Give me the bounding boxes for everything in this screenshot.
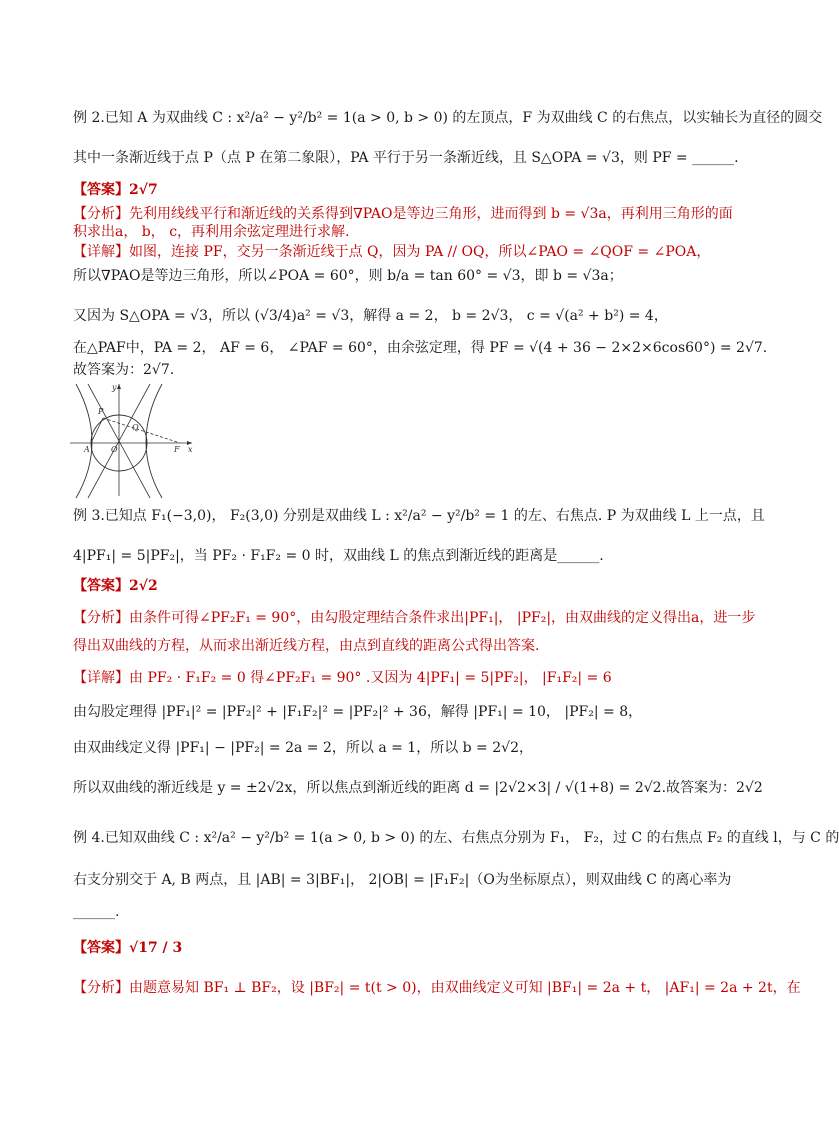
label-f: F [174,445,180,454]
hyperbola-right-branch [146,384,162,498]
text-line-l16: 【详解】由 PF₂ · F₁F₂ = 0 得∠PF₂F₁ = 90° .又因为 4|PF₁| = 5|PF₂|， |F₁F₂| = 6 [73,670,612,686]
label-y: y [112,383,117,392]
label-o: O [111,445,118,454]
text-line-l12: 4|PF₁| = 5|PF₂|，当 PF₂ · F₁F₂ = 0 时，双曲线 L 的焦点到渐近线的距离是______. [73,548,604,564]
text-line-l7: 所以∇PAO是等边三角形，所以∠POA = 60°，则 b/a = tan 60° = √3，即 b = √3a； [73,268,623,284]
text-line-l17: 由勾股定理得 |PF₁|² = |PF₂|² + |F₁F₂|² = |PF₂|² + 36，解得 |PF₁| = 10， |PF₂| = 8， [73,704,643,720]
text-line-l19: 所以双曲线的渐近线是 y = ±2√2x，所以焦点到渐近线的距离 d = |2√2×3| / √(1+8) = 2√2.故答案为：2√2 [73,780,763,796]
text-line-l13: 【答案】2√2 [73,578,158,594]
text-line-l3: 【答案】2√7 [73,182,158,198]
text-line-l5: 积求出a， b， c，再利用余弦定理进行求解. [73,224,350,240]
text-line-l18: 由双曲线定义得 |PF₁| − |PF₂| = 2a = 2，所以 a = 1，所以 b = 2√2， [73,740,533,756]
label-q: Q [132,423,139,432]
text-line-l10: 故答案为：2√7. [73,362,175,378]
text-line-l21: 右支分别交于 A, B 两点，且 |AB| = 3|BF₁|， 2|OB| = |F₁F₂|（O为坐标原点），则双曲线 C 的离心率为 [73,872,732,888]
segment-pf [103,418,180,443]
segment-pa [91,418,103,443]
text-line-l11: 例 3.已知点 F₁(−3,0)， F₂(3,0) 分别是双曲线 L : x²/a² − y²/b² = 1 的左、右焦点. P 为双曲线 L 上一点，且 [73,508,765,524]
hyperbola-left-branch [76,384,92,498]
text-line-l4: 【分析】先利用线线平行和渐近线的关系得到∇PAO是等边三角形，进而得到 b = √3a，再利用三角形的面 [73,206,733,222]
label-p: P [98,407,104,416]
text-line-l8: 又因为 S△OPA = √3，所以 (√3/4)a² = √3，解得 a = 2， b = 2√3， c = √(a² + b²) = 4， [73,308,668,324]
text-line-l6: 【详解】如图，连接 PF，交另一条渐近线于点 Q，因为 PA // OQ，所以∠PAO = ∠QOF = ∠POA， [73,244,711,260]
hyperbola-figure [68,380,198,498]
label-x: x [188,445,193,454]
text-line-l14: 【分析】由条件可得∠PF₂F₁ = 90°，由勾股定理结合条件求出|PF₁|， |PF₂|，由双曲线的定义得出a，进一步 [73,610,756,626]
text-line-l2: 其中一条渐近线于点 P（点 P 在第二象限），PA 平行于另一条渐近线，且 S△OPA = √3，则 PF = ______. [73,150,739,166]
text-line-l1: 例 2.已知 A 为双曲线 C : x²/a² − y²/b² = 1(a > 0, b > 0) 的左顶点，F 为双曲线 C 的右焦点，以实轴长为直径的圆交 [73,110,823,126]
label-a: A [84,445,90,454]
text-line-l24: 【分析】由题意易知 BF₁ ⊥ BF₂，设 |BF₂| = t(t > 0)，由双曲线定义可知 |BF₁| = 2a + t， |AF₁| = 2a + 2t，在 [73,980,801,996]
text-line-l23: 【答案】√17 / 3 [73,940,183,956]
y-axis-arrow [117,384,121,389]
text-line-l15: 得出双曲线的方程，从而求出渐近线方程，由点到直线的距离公式得出答案. [73,638,540,654]
text-line-l9: 在△PAF中，PA = 2， AF = 6， ∠PAF = 60°，由余弦定理，得 PF = √(4 + 36 − 2×2×6cos60°) = 2√7. [73,340,768,356]
text-line-l22: ______. [73,904,120,920]
text-line-l20: 例 4.已知双曲线 C : x²/a² − y²/b² = 1(a > 0, b > 0) 的左、右焦点分别为 F₁， F₂，过 C 的右焦点 F₂ 的直线 l，与 C 的 [73,830,839,846]
